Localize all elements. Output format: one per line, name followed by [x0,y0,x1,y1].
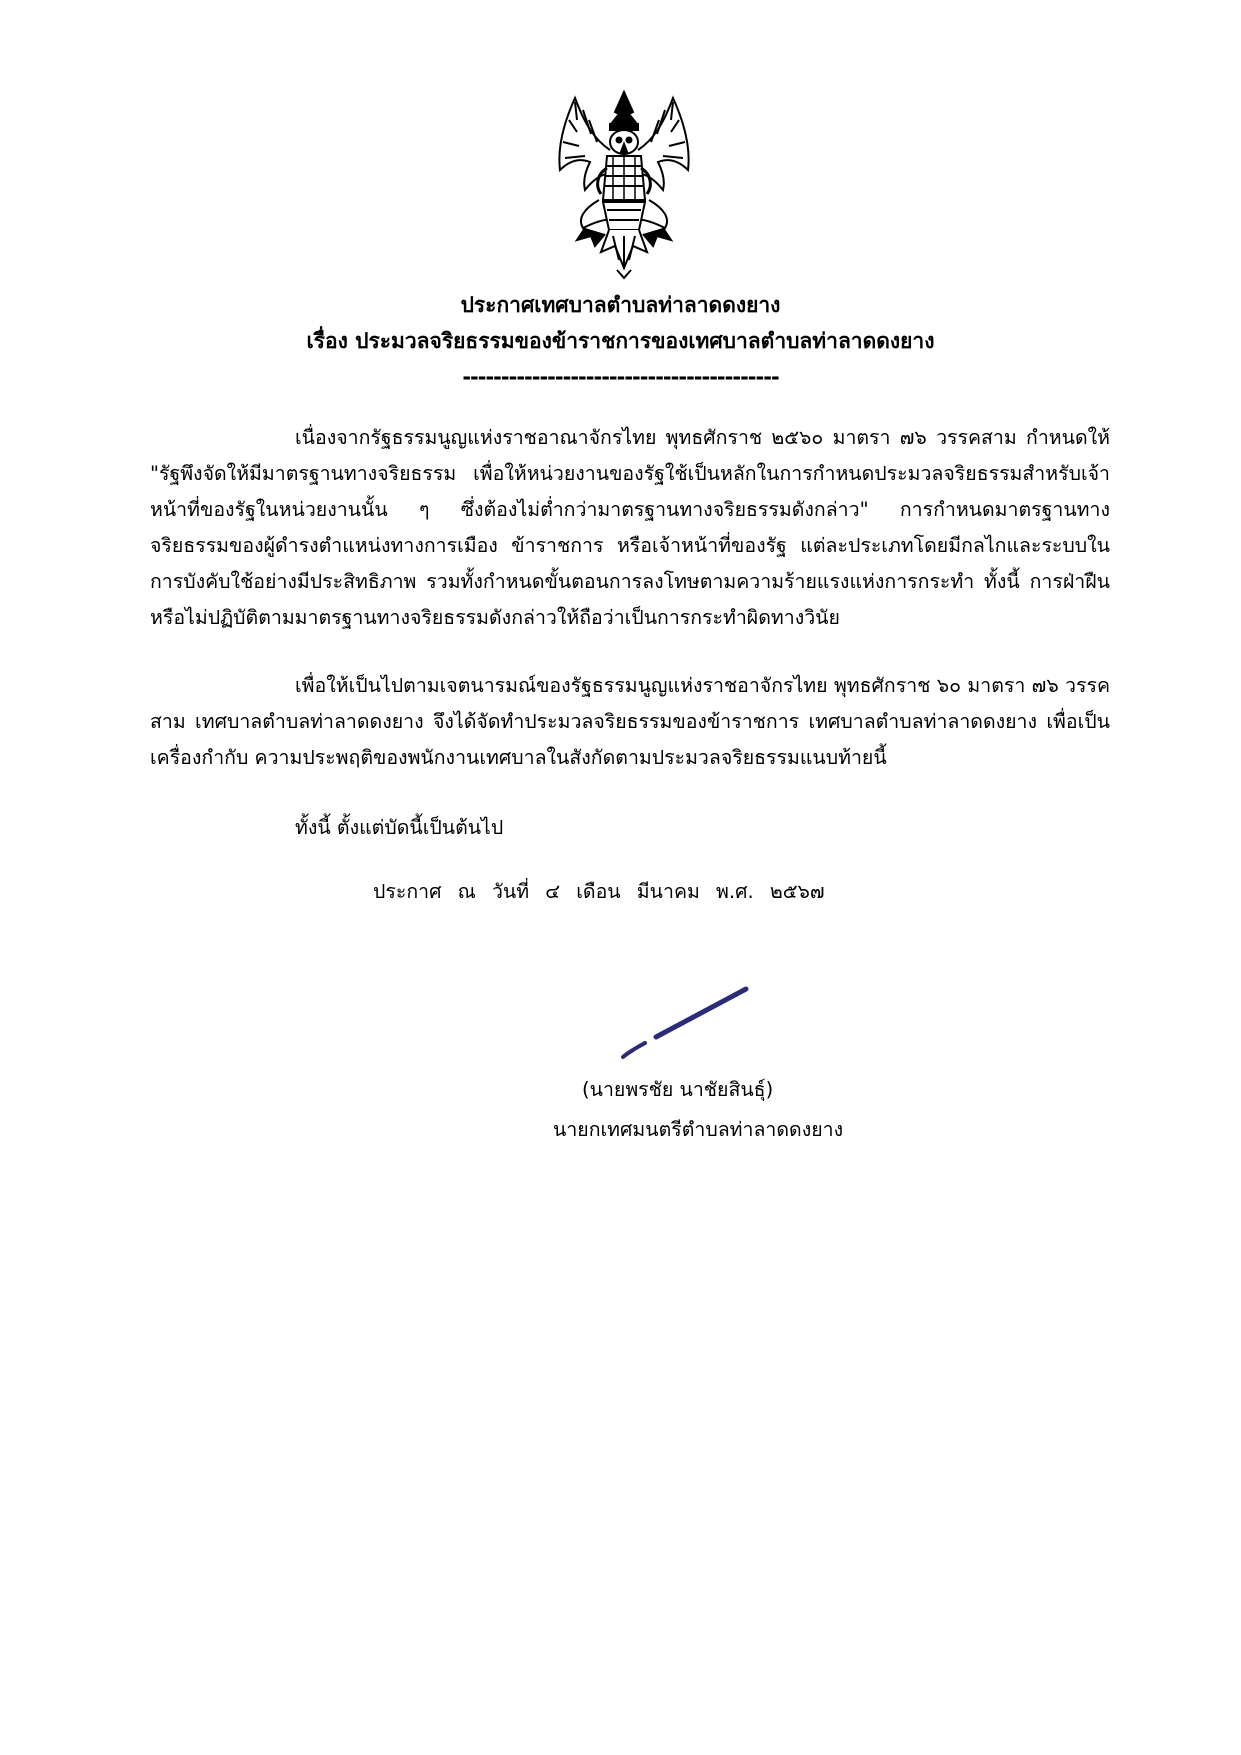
signature-stroke-1 [623,1043,645,1057]
title-divider: ----------------------------------------- [462,365,779,389]
effective-statement: ทั้งนี้ ตั้งแต่บัดนี้เป็นต้นไป [295,816,504,839]
body-paragraph-1: เนื่องจากรัฐธรรมนูญแห่งราชอาณาจักรไทย พุทธศักราช ๒๕๖๐ มาตรา ๗๖ วรรคสาม กำหนดให้ "รัฐพึงจัดให้มีมาตรฐานทางจริยธรรม เพื่อให้หน่วยงานของรัฐใช้เป็นหลักในการกำหนดประมวลจริยธรรมสำหรับเจ้าหน้าที่ของรัฐในหน่วยงานนั้น ๆ ซึ่งต้องไม่ต่ำกว่ามาตรฐานทางจริยธรรมดังกล่าว" การกำหนดมาตรฐานทางจริยธรรมของผู้ดำรงตำแหน่งทางการเมือง ข้าราชการ หรือเจ้าหน้าที่ของรัฐ แต่ละประเภทโดยมีกลไกและระบบในการบังคับใช้อย่างมีประสิทธิภาพ รวมทั้งกำหนดขั้นตอนการลงโทษตามความร้ายแรงแห่งการกระทำ ทั้งนี้ การฝ่าฝืนหรือไม่ปฏิบัติตามมาตรฐานทางจริยธรรมดังกล่าวให้ถือว่าเป็นการกระทำผิดทางวินัย [150,426,1110,629]
signature-stroke-2 [656,989,746,1037]
signatory-name: (นายพรชัย นาชัยสินธุ์) [582,1078,774,1101]
signature-mark [618,985,753,1060]
garuda-emblem-icon [555,90,693,280]
body-paragraph-2: เพื่อให้เป็นไปตามเจตนารมณ์ของรัฐธรรมนูญแห่งราชอาจักรไทย พุทธศักราช ๖๐ มาตรา ๗๖ วรรคสาม เทศบาลตำบลท่าลาดดงยาง จึงได้จัดทำประมวลจริยธรรมของข้าราชการ เทศบาลตำบลท่าลาดดงยาง เพื่อเป็นเครื่องกำกับ ความประพฤติของพนักงานเทศบาลในสังกัดตามประมวลจริยธรรมแนบท้ายนี้ [150,674,1110,769]
document-title: ประกาศเทศบาลตำบลท่าลาดดงยาง [460,293,781,317]
document-subject: เรื่อง ประมวลจริยธรรมของข้าราชการของเทศบาลตำบลท่าลาดดงยาง [306,329,935,353]
signatory-position: นายกเทศมนตรีตำบลท่าลาดดงยาง [553,1118,844,1141]
announce-date: ประกาศ ณ วันที่ ๔ เดือน มีนาคม พ.ศ. ๒๕๖๗ [373,880,825,903]
